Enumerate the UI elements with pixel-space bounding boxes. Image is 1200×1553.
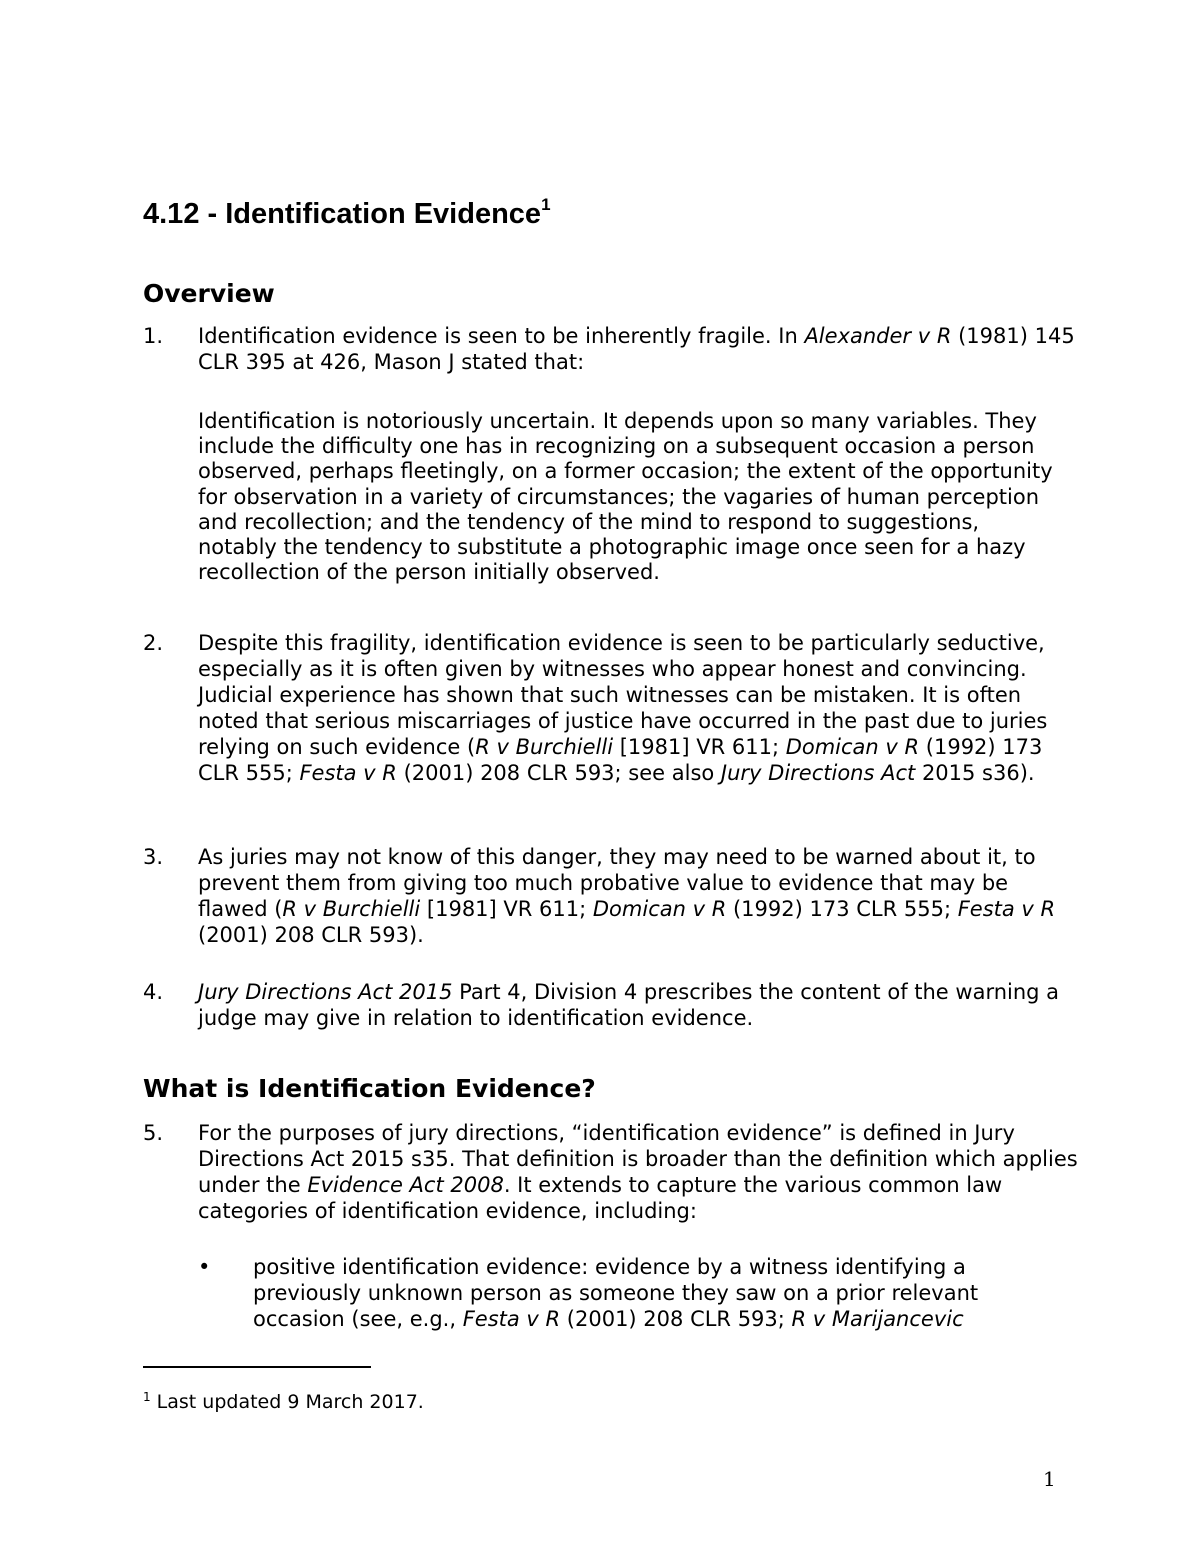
- body-text: [1981] VR 611;: [420, 897, 593, 921]
- paragraph-number: 2.: [143, 631, 164, 655]
- citation-text: Evidence Act 2008: [307, 1173, 504, 1197]
- footnote-ref: 1: [541, 195, 551, 214]
- page-title: [143, 196, 551, 232]
- footnote-number: 1: [143, 1390, 151, 1404]
- citation-text: Festa v R: [299, 761, 397, 785]
- citation-text: R v Burchielli: [282, 897, 421, 921]
- citation-text: Festa v R: [462, 1307, 561, 1331]
- footnote: [143, 1389, 424, 1415]
- block-quote: Identification is notoriously uncertain. It depends upon so many variables. They include the difficulty one has in recognizing on a subsequent occasion a person observed, perhaps fleetingly, on a former occasion; the extent of the opportunity for observation in a variety of circumstances; the vagaries of human perception and recollection; and the tendency of the mind to respond to suggestions, notably the tendency to substitute a photographic image once seen for a hazy recollection of the person initially observed.: [198, 409, 1053, 585]
- body-text: For the purposes of jury directions, “identification evidence” is defined in Jury Directions Act 2015 s35. That definition is broader than the definition which applies under the: [198, 1121, 1078, 1197]
- citation-text: Domican v R: [592, 897, 727, 921]
- body-text: Identification evidence is seen to be inherently fragile. In: [198, 324, 805, 348]
- section-heading-overview: Overview: [143, 279, 275, 308]
- footnote-separator: [143, 1366, 371, 1368]
- paragraph-number: 4.: [143, 980, 164, 1004]
- citation-text: R v Burchielli: [475, 735, 614, 759]
- body-text: [1981] VR 611;: [613, 735, 786, 759]
- paragraph-number: 5.: [143, 1121, 164, 1145]
- body-text: . It extends to capture the various common law categories of identification evidence, including:: [198, 1173, 1003, 1223]
- citation-text: Jury Directions Act 2015: [198, 980, 453, 1004]
- citation-text: Alexander v R: [804, 324, 952, 348]
- citation-text: R v Marijancevic: [791, 1307, 964, 1331]
- section-heading-what-is: What is Identification Evidence?: [143, 1074, 596, 1103]
- bullet-symbol: •: [198, 1255, 211, 1279]
- body-text: Despite this fragility, identification evidence is seen to be particularly seductive, especially as it is often given by witnesses who appear honest and convincing. Judicial experience has shown that such witnesses can be mistaken. It is often noted that serious miscarriages of justice have occurred in the past due to juries relying on such evidence (: [198, 631, 1048, 759]
- body-text: (2001) 208 CLR 593).: [198, 923, 424, 947]
- footnote-text: Last updated 9 March 2017.: [150, 1391, 424, 1413]
- body-text: Part 4, Division 4 prescribes the content of the warning a judge may give in relation to identification evidence.: [198, 980, 1060, 1030]
- paragraph-2: [198, 630, 1078, 786]
- body-text: (1981) 145 CLR 395 at 426, Mason J stated that:: [198, 324, 1075, 374]
- body-text: As juries may not know of this danger, they may need to be warned about it, to prevent them from giving too much probative value to evidence that may be flawed (: [198, 845, 1036, 921]
- body-text: 2015 s36).: [915, 761, 1035, 785]
- paragraph-1: [198, 323, 1078, 375]
- body-text: positive identification evidence: evidence by a witness identifying a previously unknown person as someone they saw on a prior relevant occasion (see, e.g.,: [253, 1255, 979, 1331]
- paragraph-4: [198, 979, 1078, 1031]
- paragraph-number: 3.: [143, 845, 164, 869]
- citation-text: Festa v R: [957, 897, 1056, 921]
- paragraph-3: [198, 844, 1078, 948]
- page-number: 1: [1043, 1467, 1056, 1491]
- bullet-item: [253, 1254, 1043, 1332]
- title-text: 4.12 - Identification Evidence: [143, 198, 542, 230]
- paragraph-5: [198, 1120, 1078, 1224]
- citation-text: Domican v R: [785, 735, 920, 759]
- body-text: (2001) 208 CLR 593; see also: [396, 761, 721, 785]
- body-text: (1992) 173 CLR 555;: [198, 735, 1043, 785]
- body-text: (2001) 208 CLR 593;: [560, 1307, 792, 1331]
- paragraph-number: 1.: [143, 324, 164, 348]
- body-text: (1992) 173 CLR 555;: [726, 897, 958, 921]
- citation-text: Jury Directions Act: [720, 761, 916, 785]
